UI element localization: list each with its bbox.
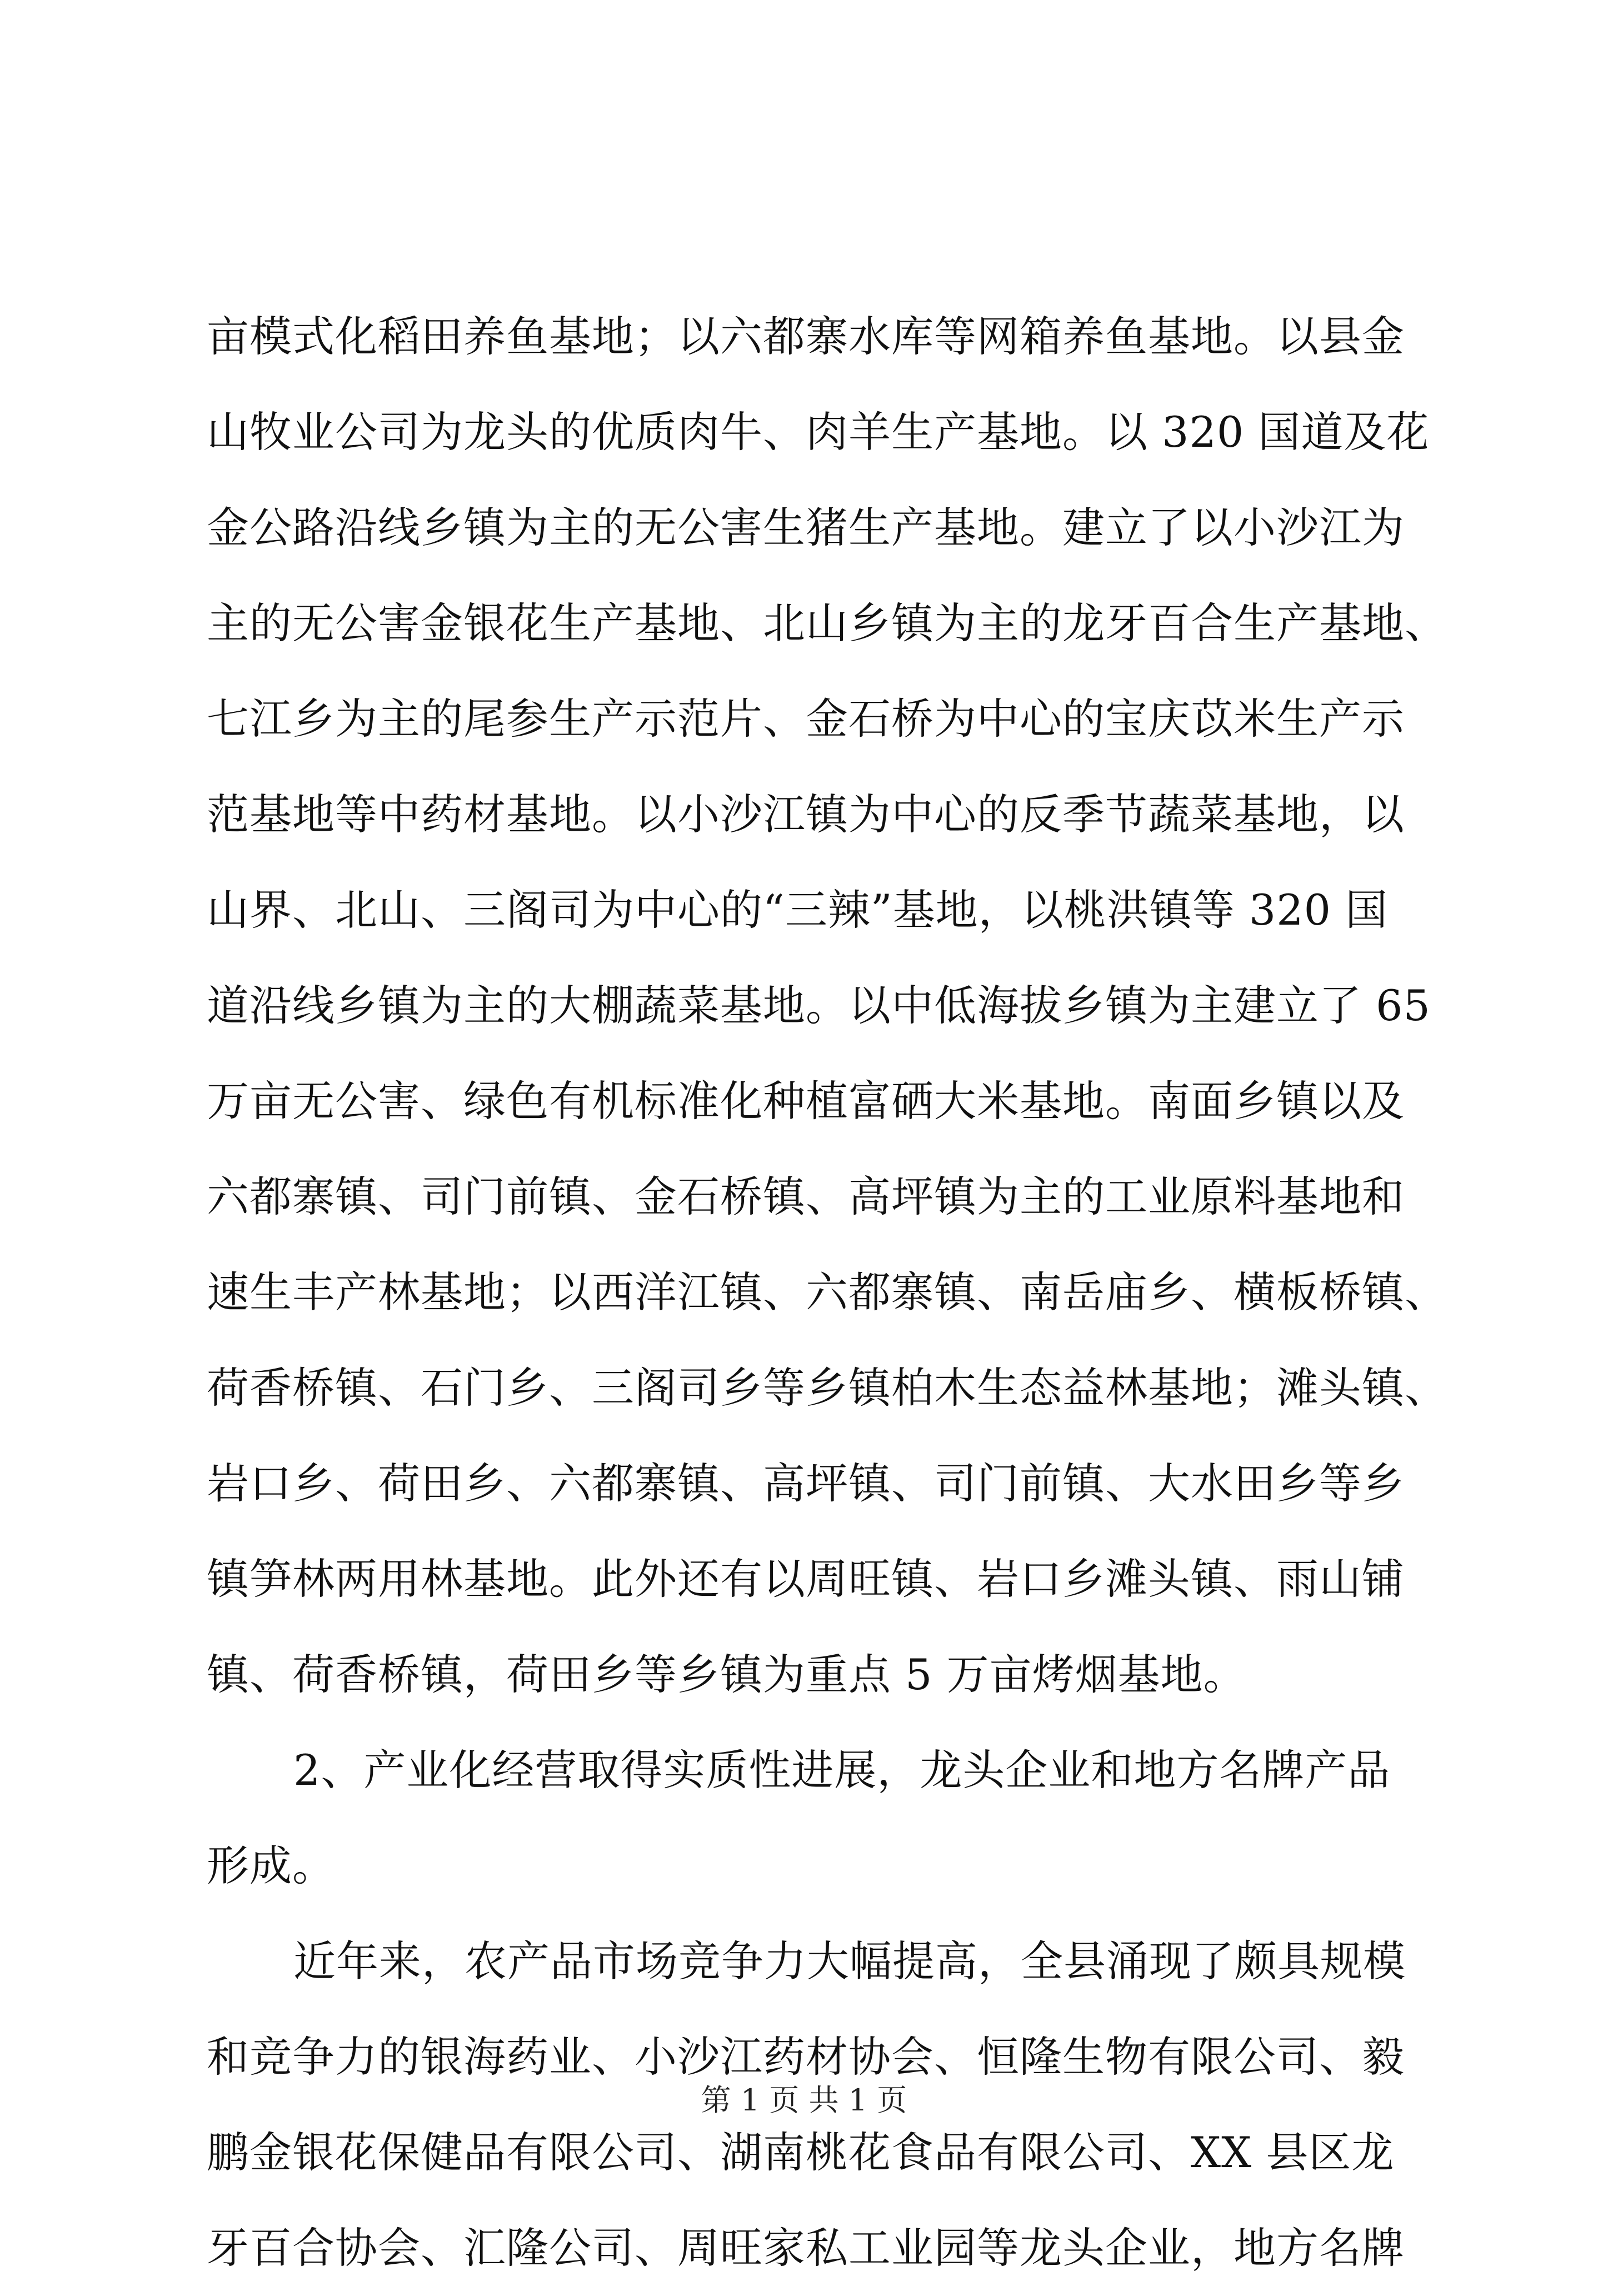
text-line: 山牧业公司为龙头的优质肉牛、肉羊生产基地。以 320 国道及花 — [207, 407, 1430, 457]
text-line: 山界、北山、三阁司为中心的“三辣”基地，以桃洪镇等 320 国 — [207, 885, 1389, 935]
text-line: 岩口乡、荷田乡、六都寨镇、高坪镇、司门前镇、大水田乡等乡 — [207, 1459, 1405, 1508]
text-line: 牙百合协会、汇隆公司、周旺家私工业园等龙头企业，地方名牌 — [207, 2223, 1405, 2273]
section-heading-line: 形成。 — [207, 1841, 335, 1890]
document-body — [207, 289, 1447, 2296]
page-footer — [0, 2078, 1608, 2123]
text-line: 速生丰产林基地；以西洋江镇、六都寨镇、南岳庙乡、横板桥镇、 — [207, 1267, 1447, 1317]
text-line: 六都寨镇、司门前镇、金石桥镇、高坪镇为主的工业原料基地和 — [207, 1172, 1405, 1221]
section-heading-line: 2、产业化经营取得实质性进展，龙头企业和地方名牌产品 — [293, 1745, 1391, 1795]
text-line: 范基地等中药材基地。以小沙江镇为中心的反季节蔬菜基地，以 — [207, 790, 1405, 839]
text-line: 鹏金银花保健品有限公司、湖南桃花食品有限公司、XX 县区龙 — [207, 2128, 1395, 2177]
text-line: 七江乡为主的尾参生产示范片、金石桥为中心的宝庆苡米生产示 — [207, 694, 1405, 743]
page-number-label: 第 1 页 共 1 页 — [701, 2083, 907, 2118]
text-line: 镇笋林两用林基地。此外还有以周旺镇、岩口乡滩头镇、雨山铺 — [207, 1554, 1405, 1604]
text-line: 主的无公害金银花生产基地、北山乡镇为主的龙牙百合生产基地、 — [207, 598, 1447, 648]
text-line: 近年来，农产品市场竞争力大幅提高，全县涌现了颇具规模 — [293, 1936, 1406, 1986]
text-line: 亩模式化稻田养鱼基地；以六都寨水库等网箱养鱼基地。以县金 — [207, 312, 1405, 361]
text-line: 万亩无公害、绿色有机标准化种植富硒大米基地。南面乡镇以及 — [207, 1076, 1405, 1126]
text-line: 和竞争力的银海药业、小沙江药材协会、恒隆生物有限公司、毅 — [207, 2032, 1405, 2082]
text-line: 镇、荷香桥镇，荷田乡等乡镇为重点 5 万亩烤烟基地。 — [207, 1650, 1246, 1699]
text-line: 荷香桥镇、石门乡、三阁司乡等乡镇柏木生态益林基地；滩头镇、 — [207, 1363, 1447, 1412]
text-line: 金公路沿线乡镇为主的无公害生猪生产基地。建立了以小沙江为 — [207, 503, 1405, 552]
text-line: 道沿线乡镇为主的大棚蔬菜基地。以中低海拔乡镇为主建立了 65 — [207, 981, 1431, 1030]
